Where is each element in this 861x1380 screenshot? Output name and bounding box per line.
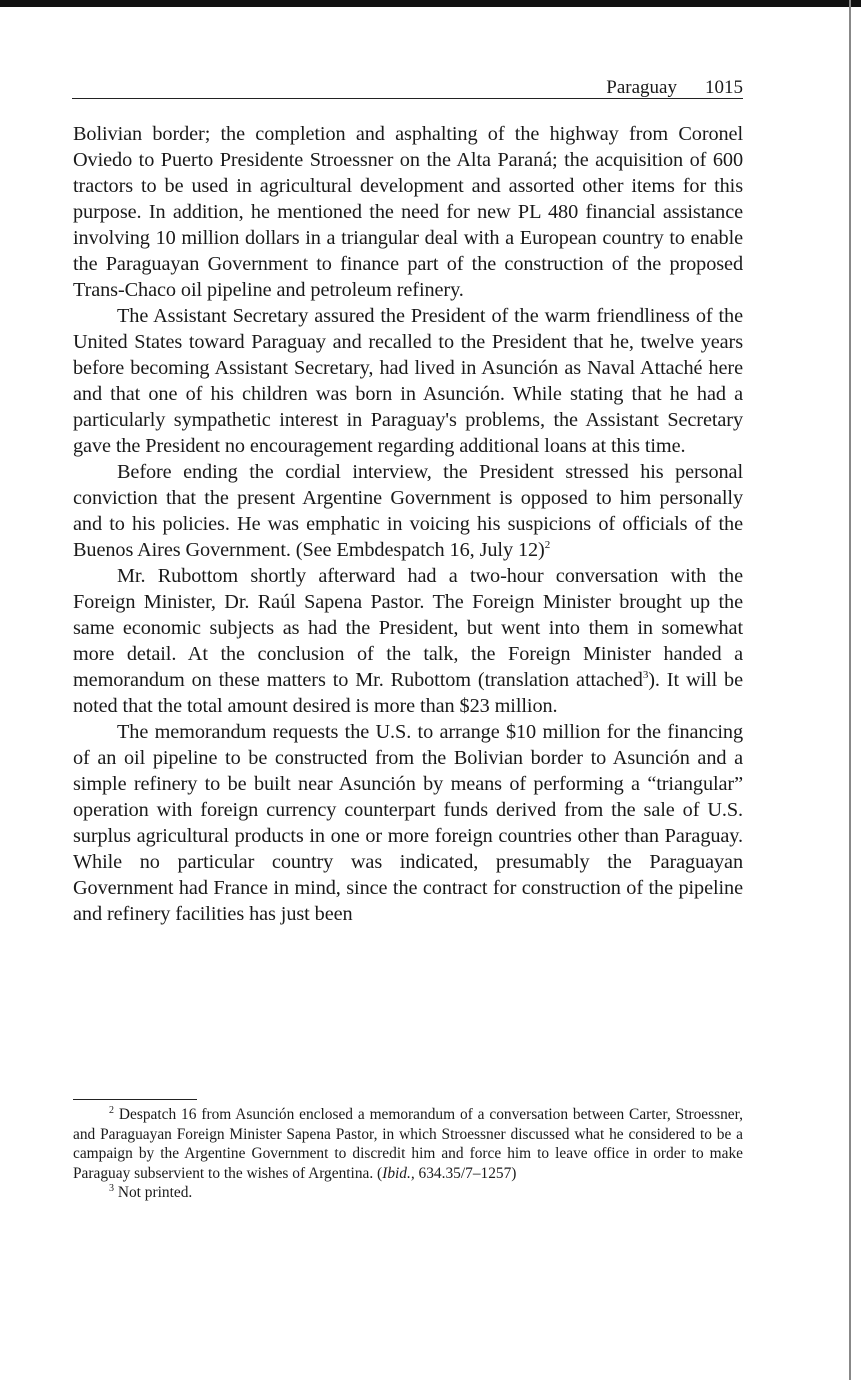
running-title: Paraguay: [606, 77, 677, 98]
paragraph-4: [73, 563, 743, 719]
footnote-ref-3: 3: [642, 669, 649, 682]
paragraph-3-text: Before ending the cordial interview, the President stressed his personal conviction that the present Argentine Government is opposed to him personally and to his policies. He was emphatic in voicing his suspicions of officials of the Buenos Aires Government. (See Embdespatch 16, July 12): [73, 461, 743, 561]
footnote-rule: [73, 1099, 197, 1100]
footnote-3-number: 3: [109, 1182, 114, 1194]
top-border: [0, 0, 861, 7]
page-number: 1015: [705, 77, 743, 98]
body-text: [73, 121, 743, 927]
footnote-2-ibid: Ibid.,: [382, 1164, 415, 1182]
footnote-ref-2: 2: [544, 539, 551, 552]
footnote-2-citation: 634.35/7–1257): [414, 1164, 517, 1182]
footnote-2-number: 2: [109, 1104, 114, 1116]
footnote-2-text: Despatch 16 from Asunción enclosed a memorandum of a conversation between Carter, Stroessner, and Paraguayan Foreign Minister Sapena Pastor, in which Stroessner discussed what he considered to be a campaign by the Argentine Government to discredit him and force him to leave office in order to make Paraguay subservient to the wishes of Argentina. (: [73, 1106, 743, 1182]
footnote-2: [73, 1105, 743, 1183]
footnotes: [73, 1105, 743, 1203]
paragraph-4-text-a: Mr. Rubottom shortly afterward had a two-hour conversation with the Foreign Minister, Dr. Raúl Sapena Pastor. The Foreign Minister brought up the same economic subjects as had the President, but went into them in somewhat more detail. At the conclusion of the talk, the Foreign Minister handed a memorandum on these matters to Mr. Rubottom (translation attached: [73, 565, 743, 691]
running-header: [72, 74, 743, 99]
footnote-3: [73, 1183, 743, 1203]
page-edge: [849, 0, 851, 1380]
footnote-3-text: Not printed.: [117, 1184, 193, 1201]
paragraph-4-text-b: ). It will be noted that the total amount desired is more than $23 million.: [73, 669, 743, 717]
paragraph-1: Bolivian border; the completion and asphalting of the highway from Coronel Oviedo to Puerto Presidente Stroessner on the Alta Paraná; the acquisition of 600 tractors to be used in agricultural development and assorted other items for this purpose. In addition, he mentioned the need for new PL 480 financial assistance involving 10 million dollars in a triangular deal with a European country to enable the Paraguayan Government to finance part of the construction of the proposed Trans-Chaco oil pipeline and petroleum refinery.: [73, 123, 743, 301]
paragraph-2: The Assistant Secretary assured the President of the warm friendliness of the United States toward Paraguay and recalled to the President that he, twelve years before becoming Assistant Secretary, had lived in Asunción as Naval Attaché here and that one of his children was born in Asunción. While stating that he had a particularly sympathetic interest in Paraguay's problems, the Assistant Secretary gave the President no encouragement regarding additional loans at this time.: [73, 305, 743, 457]
paragraph-5: The memorandum requests the U.S. to arrange $10 million for the financing of an oil pipeline to be constructed from the Bolivian border to Asunción and a simple refinery to be built near Asunción by means of performing a “triangular” operation with foreign currency counterpart funds derived from the sale of U.S. surplus agricultural products in one or more foreign countries other than Paraguay. While no particular country was indicated, presumably the Paraguayan Government had France in mind, since the contract for construction of the pipeline and refinery facilities has just been: [73, 721, 743, 925]
paragraph-3: [73, 459, 743, 563]
